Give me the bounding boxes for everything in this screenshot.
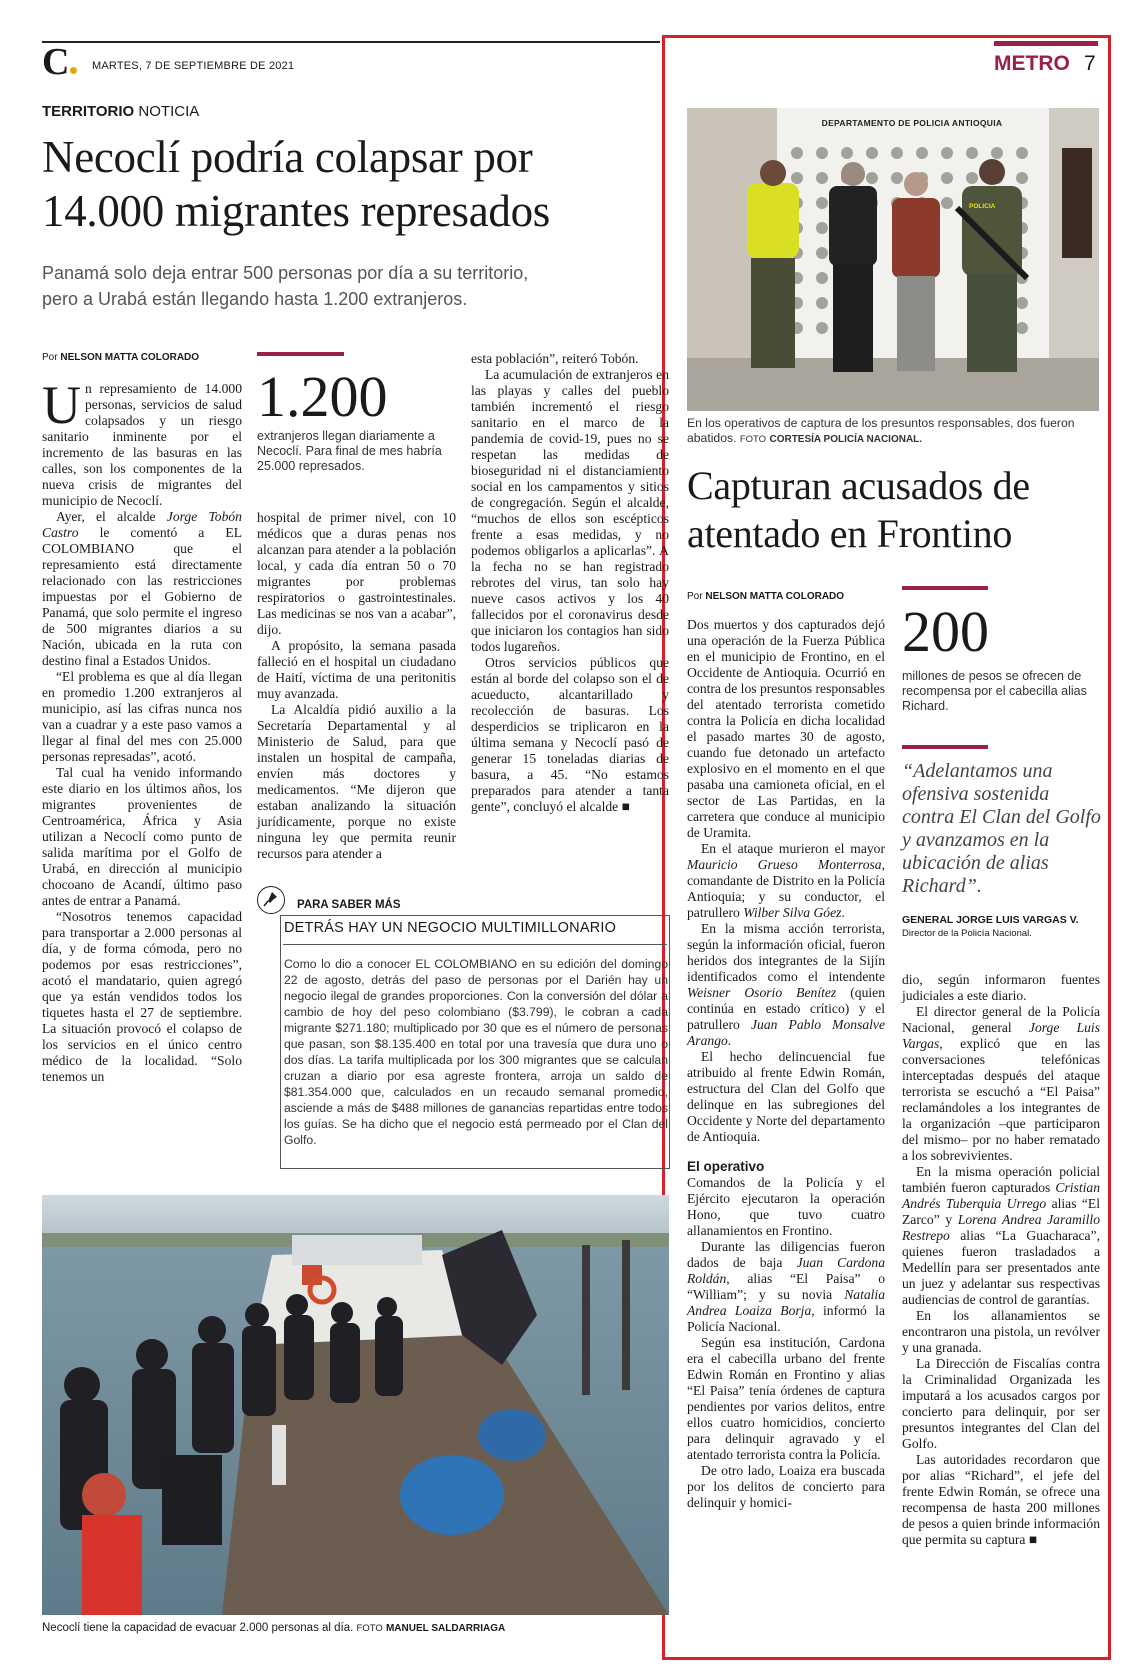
right-byline: Por NELSON MATTA COLORADO [687, 591, 845, 602]
right-photo-caption: En los operativos de captura de los presuntos responsables, dos fueron abatidos. FOTO CORTESÍA POLICÍA NACIONAL. [687, 416, 1075, 445]
left-stat-number: 1.200 [257, 364, 388, 429]
police-press-photo [687, 108, 1099, 411]
edition-date: MARTES, 7 DE SEPTIEMBRE DE 2021 [92, 60, 295, 72]
dropcap: U [42, 375, 81, 435]
saber-mas-box [280, 915, 670, 1169]
quote-author-role: Director de la Policía Nacional. [902, 928, 1032, 939]
quote-author: GENERAL JORGE LUIS VARGAS V. [902, 914, 1079, 926]
section-tag: TERRITORIO NOTICIA [42, 103, 200, 120]
subtitle-operativo: El operativo [687, 1159, 765, 1174]
pin-icon [257, 886, 285, 914]
section-bar [994, 41, 1098, 46]
right-stat-number: 200 [902, 599, 989, 664]
newspaper-logo: C [42, 43, 77, 81]
left-col2: hospital de primer nivel, con 10 médicos que a duras penas nos alcanzan para atender a la población local, y cada día entran 50 o 70 migrantes por problemas respiratorios o gastrointestinales. Las medicinas se nos van a acabar”, dijo. A propósito, la semana pasada falleció en el hospital un ciudadano de Haití, víctima de una peritonitis muy avanzada. La Alcaldía pidió auxilio a la Secretaría Departamental y al Ministerio de Salud, para que instalen un hospital de campaña, envíen más doctores y medicamentos. “Me dijeron que estaban analizando la situación jurídicamente, porque no existe ninguna ley que permita reunir recursos para atender a [257, 510, 456, 861]
left-stat-text: extranjeros llegan diariamente a Necoclí. Para final de mes habría 25.000 represados. [257, 429, 442, 473]
page-number: 7 [1084, 52, 1096, 75]
section-label: METRO [994, 52, 1070, 75]
left-photo-caption: Necoclí tiene la capacidad de evacuar 2.000 personas al día. FOTO MANUEL SALDARRIAGA [42, 1622, 506, 1634]
left-headline: Necoclí podría colapsar por 14.000 migrantes represados [42, 132, 551, 236]
photo-vest-text: POLICIA [969, 203, 996, 210]
quote-bar [902, 745, 988, 749]
right-stat-text: millones de pesos se ofrecen de recompensa por el cabecilla alias Richard. [902, 669, 1087, 713]
saber-mas-title: DETRÁS HAY UN NEGOCIO MULTIMILLONARIO [284, 920, 617, 936]
photo-backdrop-text: DEPARTAMENTO DE POLICIA ANTIOQUIA [821, 118, 1003, 128]
right-col2: dio, según informaron fuentes judiciales a este diario. El director general de la Policía Nacional, general Jorge Luis Vargas, explicó que en las conversaciones telefónicas interceptadas después del ataque terrorista se escuchó a “El Paisa” reclamándoles a los integrantes de la organización –que participaron del mismo– por no haber rematado a los sobrevivientes. En la misma operación policial también fueron capturados Cristian Andrés Tuberquia Urrego alias “El Zarco” y Lorena Andrea Jaramillo Restrepo alias “La Guacharaca”, quienes fueron trasladados a Medellín para ser presentados ante un juez y adelantar sus respectivas audiencias de control de garantías. En los allanamientos se encontraron una pistola, un revólver y una granada. La Dirección de Fiscalías contra la Criminalidad Organizada les imputará a los acusados cargos por concierto para delinquir, por ser presuntos integrantes del Clan del Golfo. Las autoridades recordaron que por alias “Richard”, el jefe del frente Edwin Román, se ofrece una recompensa de hasta 200 millones de pesos a quien brinde información que permita su captura ■ [902, 972, 1101, 1547]
saber-mas-divider [283, 944, 667, 945]
right-headline: Capturan acusados de atentado en Frontino [687, 463, 1030, 556]
left-col1: Un represamiento de 14.000 personas, servicios de salud colapsados y un riesgo sanitario inminente por el incremento de las basuras en las calles, son los componentes de la nueva crisis de migrantes del municipio de Necoclí. Ayer, el alcalde Jorge Tobón Castro le comentó a EL COLOMBIANO que el represamiento está directamente relacionado con las restricciones impuestas por el Gobierno de Panamá, que solo permite el ingreso de 500 migrantes diarios a su Nación, ubicada en la ruta con destino final a Estados Unidos. “El problema es que al día llegan en promedio 1.200 extranjeros al municipio, así las cifras nunca nos van a cuadrar y a este paso vamos a llegar al final del mes con 25.000 personas represadas”, acotó. Tal cual ha venido informando este diario en los últimos años, los migrantes provenientes de Centroamérica, África y Asia utilizan a Necoclí como punto de salida marítima por el Golfo de Urabá, en dirección al municipio chocoano de Acandí, último paso antes de entrar a Panamá. “Nosotros tenemos capacidad para transportar a 2.000 personas al día, y de forma cómoda, pero no podemos por esas restricciones”, acotó el mandatario, quien agregó que ya están vendidos todos los tiquetes hasta el 27 de septiembre. La situación provocó el colapso de los servicios en el único centro médico de la localidad. “Solo tenemos un [42, 375, 242, 1084]
saber-mas-text: Como lo dio a conocer EL COLOMBIANO en su edición del domingo 22 de agosto, detrás del paso de personas por el Darién hay un negocio ilegal de grandes proporciones. Con la conversión del dólar a cambio de hoy del peso colombiano ($3.799), le cobran a cada migrante $271.180; multiplicado por 30 que es el número de personas que pasan, son $8.135.400 en total por una travesía que dura uno o dos días. La tarifa multiplicada por los 300 migrantes que se calculan cruzan a diario por esa agreste frontera, arroja un saldo de $81.354.000 que, calculados en un recaudo semanal promedio, asciende a más de $488 millones de ganancias repartidas entre todos los guías. Se ha dicho que el negocio está permeado por el Clan del Golfo. [284, 957, 668, 1147]
masthead-rule [42, 41, 660, 43]
right-col1: Dos muertos y dos capturados dejó una operación de la Fuerza Pública en el municipio de Frontino, en el Occidente de Antioquia. Ocurrió en contra de los presuntos responsables del atentado terrorista cometido contra la Policía en dicha localidad el pasado martes 30 de agosto, cuando fue detonado un artefacto explosivo en el momento en el que pasaba una camioneta oficial, en el sector de Las Partidas, en la carretera que conduce al municipio de Uramita. En el ataque murieron el mayor Mauricio Grueso Monterrosa, comandante de Distrito en la Policía Antioquia; y su conductor, el patrullero Wilber Silva Góez. En la misma acción terrorista, según la información oficial, fueron heridos dos integrantes de la Sijín identificados como el intendente Weisner Osorio Benítez (quien continúa en estado crítico) y el patrullero Juan Pablo Monsalve Arango. El hecho delincuencial fue atribuido al frente Edwin Román, estructura del Clan del Golfo que delinque en las subregiones del Occidente y Norte del departamento de Antioquia. El operativo Comandos de la Policía y el Ejército ejecutaron la operación Hono, que tuvo cuatro allanamientos en Frontino. Durante las diligencias fueron dados de baja Juan Cardona Roldán, alias “El Paisa” o “William”; y su novia Natalia Andrea Loaiza Borja, informó la Policía Nacional. Según esa institución, Cardona era el cabecilla urbano del frente Edwin Román en Frontino y alias “El Paisa” tenía órdenes de captura pendientes por varios delitos, entre ellos cuatro homicidios, concierto para delinquir agravado y el atentado terrorista contra la Policía. De otro lado, Loaiza era buscada por los delitos de concierto para delinquir y homici- [687, 617, 885, 1510]
stat-bar [257, 352, 344, 356]
right-stat-bar [902, 586, 988, 590]
left-byline: Por NELSON MATTA COLORADO [42, 352, 200, 363]
left-subhead: Panamá solo deja entrar 500 personas por día a su territorio, pero a Urabá están llegando hasta 1.200 extranjeros. [42, 263, 529, 309]
saber-mas-label: PARA SABER MÁS [297, 899, 401, 911]
left-col3: esta población”, reiteró Tobón. La acumulación de extranjeros en las playas y calles del pueblo también incrementó el riesgo sanitario en el marco de la pandemia de covid-19, pues no se respetan las medidas de bioseguridad ni el distanciamiento social en los campamentos y sitios de congregación. Según el alcalde, “muchos de ellos son escépticos frente a esas medidas, y no podemos obligarlos a aplicarlas”. A la fecha no se han registrado rebrotes del virus, tan solo hay nueve casos activos y los 40 fallecidos por el coronavirus desde que iniciaron los contagios han sido todos lugareños. Otros servicios públicos que están al borde del colapso son el de acueducto, alcantarillado y recolección de basuras. Los desperdicios se triplicaron en la última semana y Necoclí pasó de generar 15 toneladas diarias de basura, a 45. “No estamos preparados para atender a tanta gente”, concluyó el alcalde ■ [471, 351, 669, 814]
migrants-boat-photo [42, 1195, 669, 1615]
logo-dot-icon [70, 67, 77, 74]
pull-quote: “Adelantamos una ofensiva sostenida contra El Clan del Golfo y avanzamos en la ubicación de alias Richard”. [902, 760, 1101, 897]
